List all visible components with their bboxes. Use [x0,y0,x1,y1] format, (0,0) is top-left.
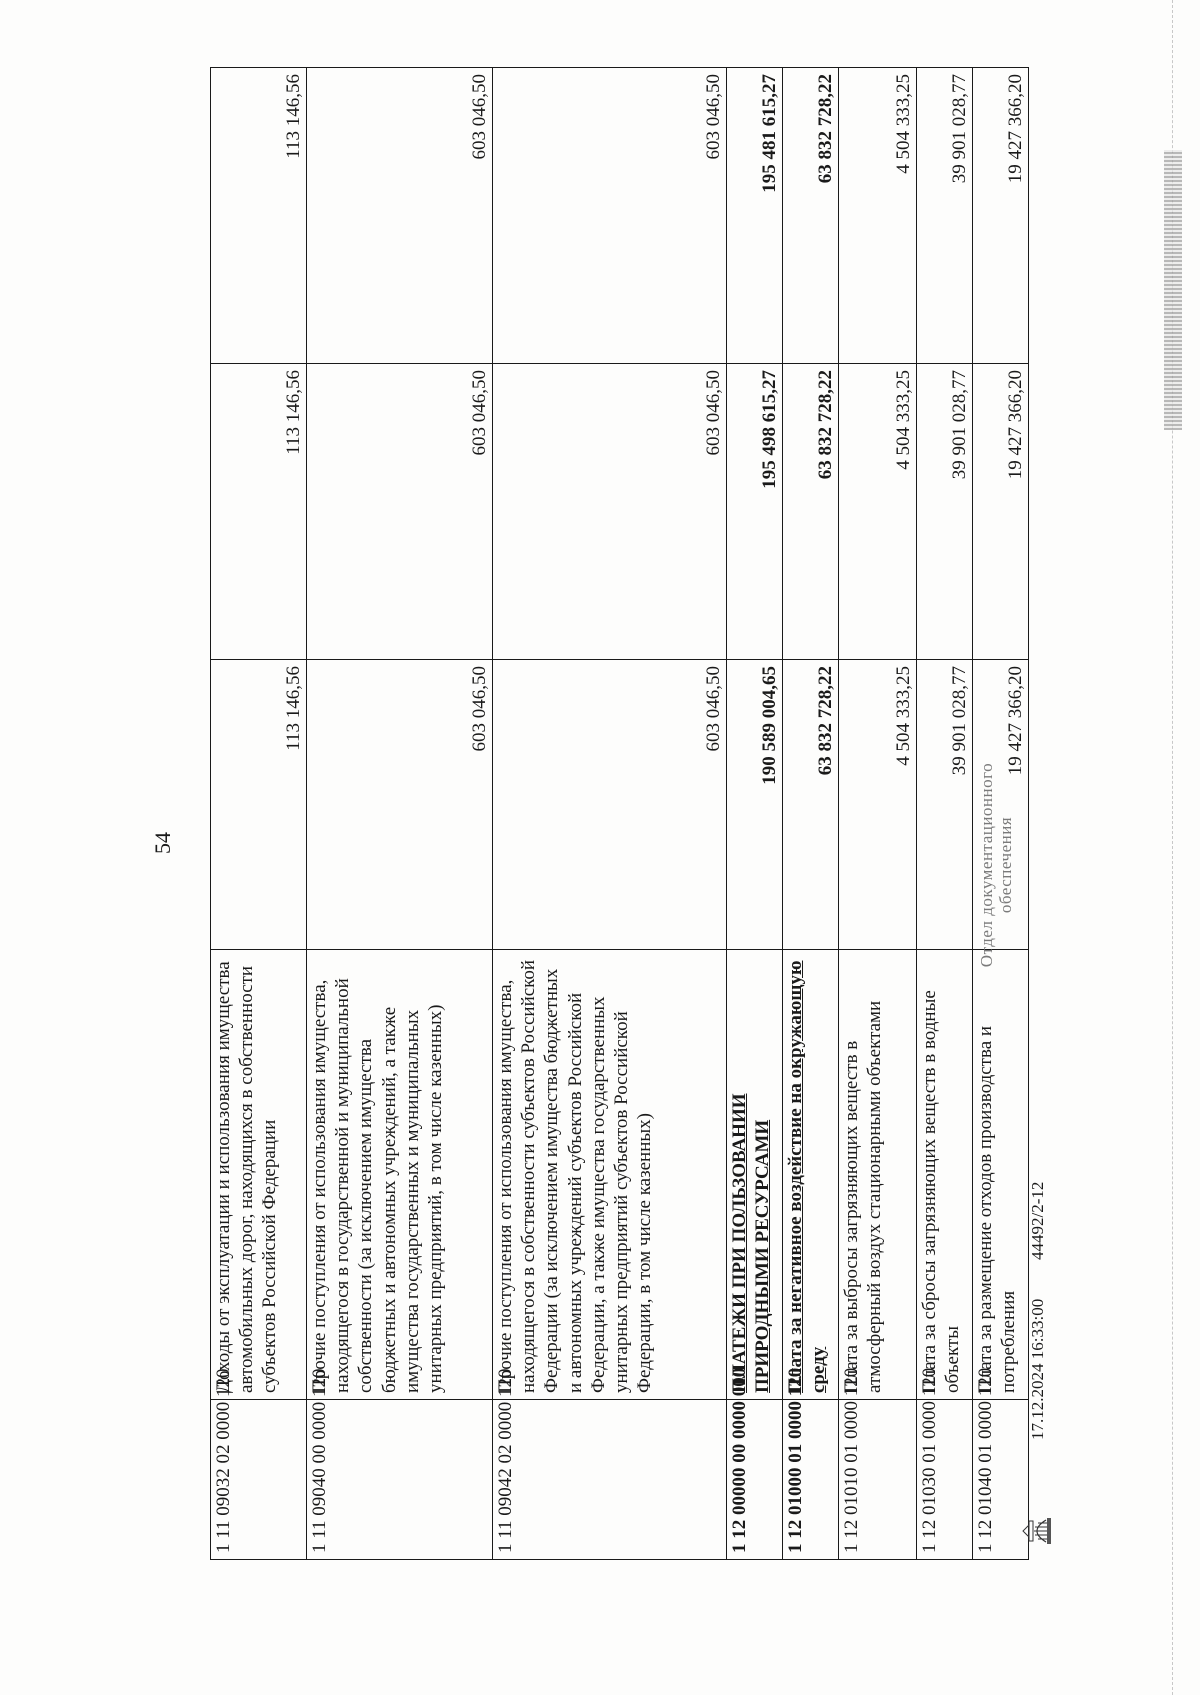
table-row [839,68,917,1560]
budget-code-cell-text: 1 12 01010 01 0000 120 [841,1367,862,1553]
amount-cell-2-text: 4 504 333,25 [892,370,914,470]
amount-cell-1-text: 4 504 333,25 [892,666,914,766]
amount-cell-1-text: 113 146,56 [282,666,304,751]
budget-code-cell-text: 1 12 01040 01 0000 120 [975,1367,996,1553]
amount-cell-3 [973,68,1029,364]
amount-cell-2 [307,364,493,660]
amount-cell-3 [493,68,727,364]
description-cell [917,950,973,1400]
table-row [493,68,727,1560]
amount-cell-3-text: 63 832 728,22 [814,74,836,184]
amount-cell-3-text: 113 146,56 [282,74,304,159]
amount-cell-2-text: 195 498 615,27 [758,370,780,489]
budget-code-cell [307,1368,493,1560]
budget-code-cell-text: 1 11 09040 00 0000 120 [309,1368,330,1553]
budget-code-cell [783,1367,839,1560]
table-row [211,68,307,1560]
scan-artifact [1164,150,1182,430]
amount-cell-1 [839,660,917,950]
amount-cell-3-text: 603 046,50 [702,74,724,160]
amount-cell-2 [839,364,917,660]
amount-cell-1 [307,660,493,950]
amount-cell-1-text: 603 046,50 [702,666,724,752]
budget-code-cell-text: 1 11 09042 02 0000 120 [495,1368,516,1553]
table-row [917,68,973,1560]
footer-document-id: 44492/2-12 [1028,1181,1047,1260]
amount-cell-1 [917,660,973,950]
budget-code-cell [917,1367,973,1560]
rotated-page [140,60,1060,1560]
budget-code-cell [727,1367,783,1560]
description-cell-text: Прочие поступления от использования имущества, находящегося в государственной и муниципальной собственности (за исключением имущества бюджетных и автономных учреждений, а также имущества государственных и муниципальных унитарных предприятий, в том числе казенных) [309,978,446,1393]
table-row [307,68,493,1560]
amount-cell-1 [783,660,839,950]
budget-code-cell-text: 1 12 01000 01 0000 120 [785,1367,806,1553]
amount-cell-2 [493,364,727,660]
description-cell [783,950,839,1400]
description-cell-text: Прочие поступления от использования имущества, находящегося в собственности субъектов Российской Федерации (за исключением имущества бюджетных и автономных учреждений субъектов Российской Федерации, а также имущества государственных унитарных предприятий субъектов Российской Федерации, в том числе казенных) [495,959,656,1393]
description-cell-text: Доходы от эксплуатации и использования имущества автомобильных дорог, находящихся в собственности субъектов Российской Федерации [213,961,281,1393]
amount-cell-2-text: 113 146,56 [282,370,304,455]
budget-code-cell [211,1368,307,1560]
amount-cell-1 [211,660,307,950]
amount-cell-3 [211,68,307,364]
budget-code-cell-text: 1 11 09032 02 0000 120 [213,1368,234,1553]
amount-cell-2 [727,364,783,660]
description-cell [727,950,783,1400]
table-row [783,68,839,1560]
budget-code-cell-text: 1 12 00000 00 0000 000 [729,1367,750,1553]
amount-cell-3 [727,68,783,364]
amount-cell-3-text: 603 046,50 [468,74,490,160]
page-number: 54 [150,832,175,854]
budget-table [210,67,1029,1560]
description-cell-text: Плата за негативное воздействие на окружающую среду [785,960,830,1393]
amount-cell-2 [211,364,307,660]
stamp-line-1: Отдел документационного [977,762,996,968]
amount-cell-2-text: 39 901 028,77 [948,370,970,480]
amount-cell-1-text: 19 427 366,20 [1004,666,1026,776]
stamp-line-2: обеспечения [995,816,1015,914]
description-cell-text: Плата за выбросы загрязняющих веществ в атмосферный воздух стационарными объектами [841,1000,886,1393]
amount-cell-2-text: 63 832 728,22 [814,370,836,480]
amount-cell-3 [839,68,917,364]
amount-cell-3-text: 4 504 333,25 [892,74,914,174]
department-stamp [978,700,1015,1030]
amount-cell-3-text: 39 901 028,77 [948,74,970,184]
amount-cell-1-text: 63 832 728,22 [814,666,836,776]
amount-cell-2-text: 603 046,50 [702,370,724,456]
description-cell [839,950,917,1400]
amount-cell-1-text: 190 589 004,65 [758,666,780,785]
description-cell-text: Плата за сбросы загрязняющих веществ в водные объекты [919,990,964,1393]
amount-cell-2-text: 603 046,50 [468,370,490,456]
budget-code-cell-text: 1 12 01030 01 0000 120 [919,1367,940,1553]
amount-cell-2 [973,364,1029,660]
description-cell [493,950,727,1400]
amount-cell-1 [493,660,727,950]
emblem-icon [1020,1514,1054,1548]
amount-cell-3 [917,68,973,364]
description-cell-text: ПЛАТЕЖИ ПРИ ПОЛЬЗОВАНИИ ПРИРОДНЫМИ РЕСУРСАМИ [729,1093,774,1393]
amount-cell-2-text: 19 427 366,20 [1004,370,1026,480]
description-cell [307,950,493,1400]
amount-cell-2 [917,364,973,660]
footer-timestamp: 17.12.2024 16:33:00 [1028,1298,1047,1440]
amount-cell-1-text: 603 046,50 [468,666,490,752]
amount-cell-3 [307,68,493,364]
amount-cell-3-text: 19 427 366,20 [1004,74,1026,184]
amount-cell-3-text: 195 481 615,27 [758,74,780,193]
amount-cell-3 [783,68,839,364]
description-cell-text: Плата за размещение отходов производства и потребления [975,1025,1020,1393]
description-cell [211,950,307,1400]
table-row [727,68,783,1560]
budget-code-cell [839,1367,917,1560]
amount-cell-1 [727,660,783,950]
budget-code-cell [493,1368,727,1560]
amount-cell-1-text: 39 901 028,77 [948,666,970,776]
amount-cell-2 [783,364,839,660]
